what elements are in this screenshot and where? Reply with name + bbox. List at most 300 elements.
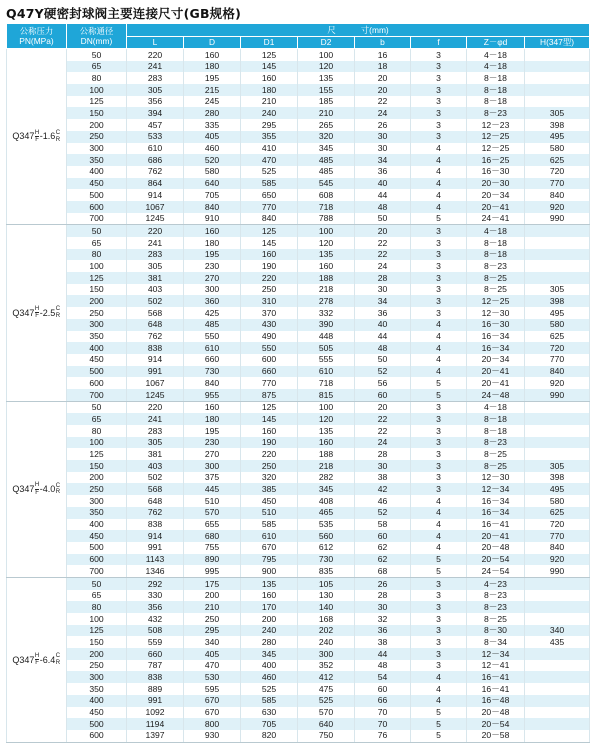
model-mark bbox=[12, 482, 60, 496]
cell-d2: 168 bbox=[298, 613, 355, 625]
cell-d2: 352 bbox=[298, 660, 355, 672]
cell-l: 559 bbox=[127, 636, 184, 648]
cell-d: 485 bbox=[184, 319, 241, 331]
cell-h bbox=[525, 260, 590, 272]
cell-b: 38 bbox=[355, 636, 411, 648]
pressure-model-cell bbox=[7, 577, 67, 742]
cell-b: 52 bbox=[355, 507, 411, 519]
table-row bbox=[7, 660, 590, 672]
cell-z: 8－34 bbox=[467, 636, 525, 648]
cell-dn: 700 bbox=[67, 565, 127, 577]
cell-d1: 240 bbox=[241, 625, 298, 637]
table-row bbox=[7, 695, 590, 707]
cell-f: 3 bbox=[411, 225, 467, 237]
table-row bbox=[7, 530, 590, 542]
cell-b: 30 bbox=[355, 601, 411, 613]
cell-z: 12－25 bbox=[467, 131, 525, 143]
cell-d2: 140 bbox=[298, 601, 355, 613]
cell-dn: 200 bbox=[67, 648, 127, 660]
cell-h: 720 bbox=[525, 519, 590, 531]
cell-dn: 350 bbox=[67, 683, 127, 695]
header-col-f: f bbox=[411, 36, 467, 49]
cell-d: 570 bbox=[184, 507, 241, 519]
cell-d1: 650 bbox=[241, 189, 298, 201]
cell-f: 4 bbox=[411, 166, 467, 178]
cell-d: 425 bbox=[184, 307, 241, 319]
cell-z: 24－54 bbox=[467, 565, 525, 577]
table-row bbox=[7, 107, 590, 119]
cell-z: 16－25 bbox=[467, 154, 525, 166]
cell-d1: 310 bbox=[241, 295, 298, 307]
model-fraction bbox=[35, 653, 39, 667]
cell-z: 12－25 bbox=[467, 295, 525, 307]
cell-f: 5 bbox=[411, 730, 467, 742]
cell-f: 3 bbox=[411, 260, 467, 272]
cell-l: 660 bbox=[127, 648, 184, 660]
table-row bbox=[7, 237, 590, 249]
cell-f: 4 bbox=[411, 201, 467, 213]
cell-d1: 660 bbox=[241, 366, 298, 378]
cell-h bbox=[525, 237, 590, 249]
cell-l: 292 bbox=[127, 577, 184, 589]
cell-d: 655 bbox=[184, 519, 241, 531]
cell-d2: 105 bbox=[298, 577, 355, 589]
cell-dn: 500 bbox=[67, 542, 127, 554]
cell-d2: 750 bbox=[298, 730, 355, 742]
cell-d: 340 bbox=[184, 636, 241, 648]
cell-d1: 190 bbox=[241, 260, 298, 272]
cell-l: 381 bbox=[127, 272, 184, 284]
cell-b: 38 bbox=[355, 472, 411, 484]
cell-b: 22 bbox=[355, 249, 411, 261]
cell-h bbox=[525, 671, 590, 683]
cell-h: 495 bbox=[525, 307, 590, 319]
cell-b: 26 bbox=[355, 577, 411, 589]
cell-b: 66 bbox=[355, 695, 411, 707]
cell-dn: 250 bbox=[67, 307, 127, 319]
document-title: Q47Y硬密封球阀主要连接尺寸(GB规格) bbox=[6, 6, 241, 21]
cell-d1: 400 bbox=[241, 660, 298, 672]
suffix-fraction bbox=[56, 130, 60, 143]
cell-z: 20－58 bbox=[467, 730, 525, 742]
cell-f: 4 bbox=[411, 154, 467, 166]
table-row bbox=[7, 225, 590, 237]
cell-d: 375 bbox=[184, 472, 241, 484]
cell-dn: 200 bbox=[67, 472, 127, 484]
cell-d2: 278 bbox=[298, 295, 355, 307]
table-row bbox=[7, 483, 590, 495]
cell-d2: 120 bbox=[298, 413, 355, 425]
cell-d: 580 bbox=[184, 166, 241, 178]
cell-d: 610 bbox=[184, 342, 241, 354]
cell-l: 403 bbox=[127, 460, 184, 472]
cell-d: 230 bbox=[184, 437, 241, 449]
cell-dn: 100 bbox=[67, 260, 127, 272]
cell-d2: 130 bbox=[298, 590, 355, 602]
cell-z: 8－18 bbox=[467, 72, 525, 84]
cell-f: 3 bbox=[411, 425, 467, 437]
cell-d: 250 bbox=[184, 613, 241, 625]
cell-z: 8－25 bbox=[467, 460, 525, 472]
cell-h: 920 bbox=[525, 377, 590, 389]
cell-d1: 250 bbox=[241, 284, 298, 296]
cell-d: 195 bbox=[184, 249, 241, 261]
cell-b: 46 bbox=[355, 495, 411, 507]
cell-d: 470 bbox=[184, 660, 241, 672]
cell-l: 568 bbox=[127, 307, 184, 319]
cell-f: 3 bbox=[411, 401, 467, 413]
cell-l: 502 bbox=[127, 472, 184, 484]
table-row bbox=[7, 730, 590, 742]
table-row bbox=[7, 519, 590, 531]
cell-f: 3 bbox=[411, 472, 467, 484]
cell-b: 42 bbox=[355, 483, 411, 495]
cell-h bbox=[525, 413, 590, 425]
cell-f: 3 bbox=[411, 272, 467, 284]
cell-h: 305 bbox=[525, 284, 590, 296]
header-dn bbox=[67, 24, 127, 49]
cell-z: 8－25 bbox=[467, 448, 525, 460]
cell-l: 1194 bbox=[127, 718, 184, 730]
cell-z: 4－18 bbox=[467, 61, 525, 73]
cell-f: 3 bbox=[411, 590, 467, 602]
cell-h: 625 bbox=[525, 507, 590, 519]
dimension-table bbox=[6, 23, 590, 743]
cell-d1: 600 bbox=[241, 354, 298, 366]
cell-h bbox=[525, 437, 590, 449]
cell-d1: 240 bbox=[241, 107, 298, 119]
cell-l: 220 bbox=[127, 225, 184, 237]
cell-z: 20－34 bbox=[467, 189, 525, 201]
cell-dn: 500 bbox=[67, 718, 127, 730]
cell-dn: 150 bbox=[67, 107, 127, 119]
cell-f: 3 bbox=[411, 577, 467, 589]
cell-d: 890 bbox=[184, 554, 241, 566]
cell-l: 241 bbox=[127, 61, 184, 73]
cell-h: 435 bbox=[525, 636, 590, 648]
cell-d1: 170 bbox=[241, 601, 298, 613]
cell-f: 3 bbox=[411, 648, 467, 660]
cell-d: 245 bbox=[184, 96, 241, 108]
cell-z: 8－23 bbox=[467, 601, 525, 613]
table-row bbox=[7, 683, 590, 695]
cell-d: 405 bbox=[184, 131, 241, 143]
cell-b: 30 bbox=[355, 143, 411, 155]
cell-h: 840 bbox=[525, 542, 590, 554]
cell-d: 300 bbox=[184, 460, 241, 472]
cell-d: 730 bbox=[184, 366, 241, 378]
table-row bbox=[7, 472, 590, 484]
cell-dn: 500 bbox=[67, 366, 127, 378]
cell-b: 22 bbox=[355, 96, 411, 108]
cell-b: 22 bbox=[355, 237, 411, 249]
cell-dn: 100 bbox=[67, 613, 127, 625]
cell-d1: 770 bbox=[241, 201, 298, 213]
cell-f: 4 bbox=[411, 671, 467, 683]
cell-h bbox=[525, 730, 590, 742]
cell-d2: 555 bbox=[298, 354, 355, 366]
cell-d1: 295 bbox=[241, 119, 298, 131]
cell-dn: 65 bbox=[67, 237, 127, 249]
table-row bbox=[7, 189, 590, 201]
suffix-bottom: R bbox=[55, 489, 61, 496]
cell-d2: 160 bbox=[298, 437, 355, 449]
cell-b: 20 bbox=[355, 84, 411, 96]
cell-z: 16－48 bbox=[467, 695, 525, 707]
cell-d2: 535 bbox=[298, 519, 355, 531]
cell-b: 22 bbox=[355, 413, 411, 425]
suffix-top: C bbox=[55, 130, 61, 137]
cell-f: 4 bbox=[411, 143, 467, 155]
cell-dn: 300 bbox=[67, 319, 127, 331]
cell-f: 4 bbox=[411, 695, 467, 707]
cell-h: 770 bbox=[525, 354, 590, 366]
cell-d1: 145 bbox=[241, 61, 298, 73]
cell-d: 175 bbox=[184, 577, 241, 589]
cell-l: 838 bbox=[127, 342, 184, 354]
cell-l: 648 bbox=[127, 495, 184, 507]
cell-d2: 240 bbox=[298, 636, 355, 648]
cell-d1: 670 bbox=[241, 542, 298, 554]
cell-d: 230 bbox=[184, 260, 241, 272]
cell-d2: 608 bbox=[298, 189, 355, 201]
cell-f: 4 bbox=[411, 366, 467, 378]
cell-l: 991 bbox=[127, 366, 184, 378]
cell-b: 30 bbox=[355, 460, 411, 472]
cell-l: 356 bbox=[127, 601, 184, 613]
cell-d1: 210 bbox=[241, 96, 298, 108]
cell-h bbox=[525, 648, 590, 660]
cell-l: 330 bbox=[127, 590, 184, 602]
cell-f: 3 bbox=[411, 448, 467, 460]
cell-l: 305 bbox=[127, 84, 184, 96]
cell-dn: 125 bbox=[67, 96, 127, 108]
cell-l: 283 bbox=[127, 72, 184, 84]
cell-z: 8－23 bbox=[467, 437, 525, 449]
cell-l: 1143 bbox=[127, 554, 184, 566]
cell-d2: 448 bbox=[298, 331, 355, 343]
table-row bbox=[7, 707, 590, 719]
table-row bbox=[7, 331, 590, 343]
cell-d1: 125 bbox=[241, 225, 298, 237]
cell-dn: 600 bbox=[67, 377, 127, 389]
fraction-top: H bbox=[34, 652, 40, 659]
cell-z: 4－18 bbox=[467, 49, 525, 61]
cell-d: 360 bbox=[184, 295, 241, 307]
model-name: Q347 bbox=[12, 131, 35, 142]
suffix-fraction bbox=[56, 306, 60, 319]
table-row bbox=[7, 613, 590, 625]
cell-h: 398 bbox=[525, 295, 590, 307]
cell-d2: 475 bbox=[298, 683, 355, 695]
table-row bbox=[7, 601, 590, 613]
cell-h bbox=[525, 683, 590, 695]
table-row bbox=[7, 718, 590, 730]
cell-d1: 585 bbox=[241, 178, 298, 190]
cell-f: 4 bbox=[411, 683, 467, 695]
cell-d2: 332 bbox=[298, 307, 355, 319]
cell-h bbox=[525, 448, 590, 460]
cell-l: 762 bbox=[127, 331, 184, 343]
cell-d1: 585 bbox=[241, 695, 298, 707]
cell-l: 220 bbox=[127, 49, 184, 61]
table-row bbox=[7, 319, 590, 331]
cell-z: 12－30 bbox=[467, 307, 525, 319]
cell-d: 705 bbox=[184, 189, 241, 201]
cell-l: 1067 bbox=[127, 201, 184, 213]
cell-dn: 250 bbox=[67, 131, 127, 143]
cell-z: 12－23 bbox=[467, 119, 525, 131]
cell-h bbox=[525, 425, 590, 437]
cell-d1: 900 bbox=[241, 565, 298, 577]
cell-h bbox=[525, 401, 590, 413]
fraction-top: H bbox=[34, 305, 40, 312]
fraction-bottom: F bbox=[35, 137, 39, 144]
table-row bbox=[7, 307, 590, 319]
cell-f: 4 bbox=[411, 507, 467, 519]
cell-d1: 160 bbox=[241, 249, 298, 261]
cell-h bbox=[525, 225, 590, 237]
cell-d1: 525 bbox=[241, 166, 298, 178]
cell-l: 610 bbox=[127, 143, 184, 155]
cell-h: 840 bbox=[525, 189, 590, 201]
cell-z: 8－23 bbox=[467, 260, 525, 272]
suffix-bottom: R bbox=[55, 312, 61, 319]
cell-d2: 640 bbox=[298, 718, 355, 730]
table-row bbox=[7, 119, 590, 131]
cell-f: 3 bbox=[411, 295, 467, 307]
table-body bbox=[7, 49, 590, 743]
cell-f: 3 bbox=[411, 49, 467, 61]
cell-d: 160 bbox=[184, 225, 241, 237]
cell-d1: 220 bbox=[241, 272, 298, 284]
cell-dn: 65 bbox=[67, 61, 127, 73]
cell-b: 60 bbox=[355, 530, 411, 542]
cell-f: 3 bbox=[411, 413, 467, 425]
table-row bbox=[7, 143, 590, 155]
table-row bbox=[7, 413, 590, 425]
header-pn-label: 公称压力 bbox=[19, 26, 54, 36]
cell-l: 889 bbox=[127, 683, 184, 695]
cell-dn: 80 bbox=[67, 72, 127, 84]
cell-h: 990 bbox=[525, 389, 590, 401]
cell-d2: 835 bbox=[298, 565, 355, 577]
table-row bbox=[7, 201, 590, 213]
cell-d: 640 bbox=[184, 178, 241, 190]
cell-d2: 120 bbox=[298, 61, 355, 73]
cell-dn: 700 bbox=[67, 389, 127, 401]
cell-d2: 485 bbox=[298, 154, 355, 166]
fraction-bottom: F bbox=[35, 313, 39, 320]
table-row bbox=[7, 284, 590, 296]
cell-dn: 100 bbox=[67, 437, 127, 449]
cell-f: 4 bbox=[411, 189, 467, 201]
cell-z: 16－41 bbox=[467, 683, 525, 695]
cell-dn: 300 bbox=[67, 143, 127, 155]
cell-d1: 875 bbox=[241, 389, 298, 401]
cell-f: 3 bbox=[411, 249, 467, 261]
cell-b: 60 bbox=[355, 683, 411, 695]
header-col-l: L bbox=[127, 36, 184, 49]
cell-l: 686 bbox=[127, 154, 184, 166]
cell-d: 180 bbox=[184, 237, 241, 249]
cell-d1: 125 bbox=[241, 49, 298, 61]
cell-d1: 510 bbox=[241, 507, 298, 519]
fraction-top: H bbox=[34, 482, 40, 489]
table-row bbox=[7, 72, 590, 84]
cell-d2: 202 bbox=[298, 625, 355, 637]
cell-f: 5 bbox=[411, 707, 467, 719]
cell-dn: 200 bbox=[67, 119, 127, 131]
cell-z: 20－41 bbox=[467, 366, 525, 378]
cell-dn: 400 bbox=[67, 519, 127, 531]
cell-z: 20－34 bbox=[467, 354, 525, 366]
cell-d: 210 bbox=[184, 601, 241, 613]
cell-d2: 525 bbox=[298, 695, 355, 707]
cell-d2: 135 bbox=[298, 249, 355, 261]
cell-z: 8－18 bbox=[467, 237, 525, 249]
cell-d2: 570 bbox=[298, 707, 355, 719]
cell-d1: 820 bbox=[241, 730, 298, 742]
cell-f: 3 bbox=[411, 601, 467, 613]
cell-h bbox=[525, 601, 590, 613]
table-row bbox=[7, 590, 590, 602]
table-row bbox=[7, 671, 590, 683]
cell-l: 241 bbox=[127, 413, 184, 425]
suffix-top: C bbox=[55, 306, 61, 313]
table-row bbox=[7, 507, 590, 519]
cell-z: 8－25 bbox=[467, 613, 525, 625]
cell-d1: 460 bbox=[241, 671, 298, 683]
cell-d: 405 bbox=[184, 648, 241, 660]
cell-l: 508 bbox=[127, 625, 184, 637]
cell-d2: 100 bbox=[298, 225, 355, 237]
cell-z: 16－34 bbox=[467, 507, 525, 519]
cell-z: 4－23 bbox=[467, 577, 525, 589]
header-pn-unit: PN(MPa) bbox=[19, 36, 54, 46]
cell-d1: 200 bbox=[241, 613, 298, 625]
cell-f: 3 bbox=[411, 72, 467, 84]
header-dn-unit: DN(mm) bbox=[80, 36, 113, 46]
cell-f: 4 bbox=[411, 319, 467, 331]
fraction-top: H bbox=[34, 129, 40, 136]
suffix-top: C bbox=[55, 653, 61, 660]
cell-l: 762 bbox=[127, 507, 184, 519]
cell-l: 762 bbox=[127, 166, 184, 178]
table-row bbox=[7, 577, 590, 589]
table-row bbox=[7, 342, 590, 354]
table-row bbox=[7, 84, 590, 96]
cell-f: 3 bbox=[411, 119, 467, 131]
cell-dn: 80 bbox=[67, 425, 127, 437]
cell-d: 670 bbox=[184, 695, 241, 707]
table-row bbox=[7, 96, 590, 108]
cell-d: 295 bbox=[184, 625, 241, 637]
cell-h: 398 bbox=[525, 119, 590, 131]
cell-z: 20－54 bbox=[467, 554, 525, 566]
cell-h bbox=[525, 272, 590, 284]
cell-z: 16－41 bbox=[467, 671, 525, 683]
cell-z: 8－18 bbox=[467, 249, 525, 261]
cell-d2: 390 bbox=[298, 319, 355, 331]
cell-f: 4 bbox=[411, 342, 467, 354]
cell-dn: 150 bbox=[67, 636, 127, 648]
pressure-value: -1.6 bbox=[39, 131, 56, 142]
cell-h: 625 bbox=[525, 331, 590, 343]
cell-z: 20－41 bbox=[467, 201, 525, 213]
cell-l: 305 bbox=[127, 437, 184, 449]
table-row bbox=[7, 401, 590, 413]
